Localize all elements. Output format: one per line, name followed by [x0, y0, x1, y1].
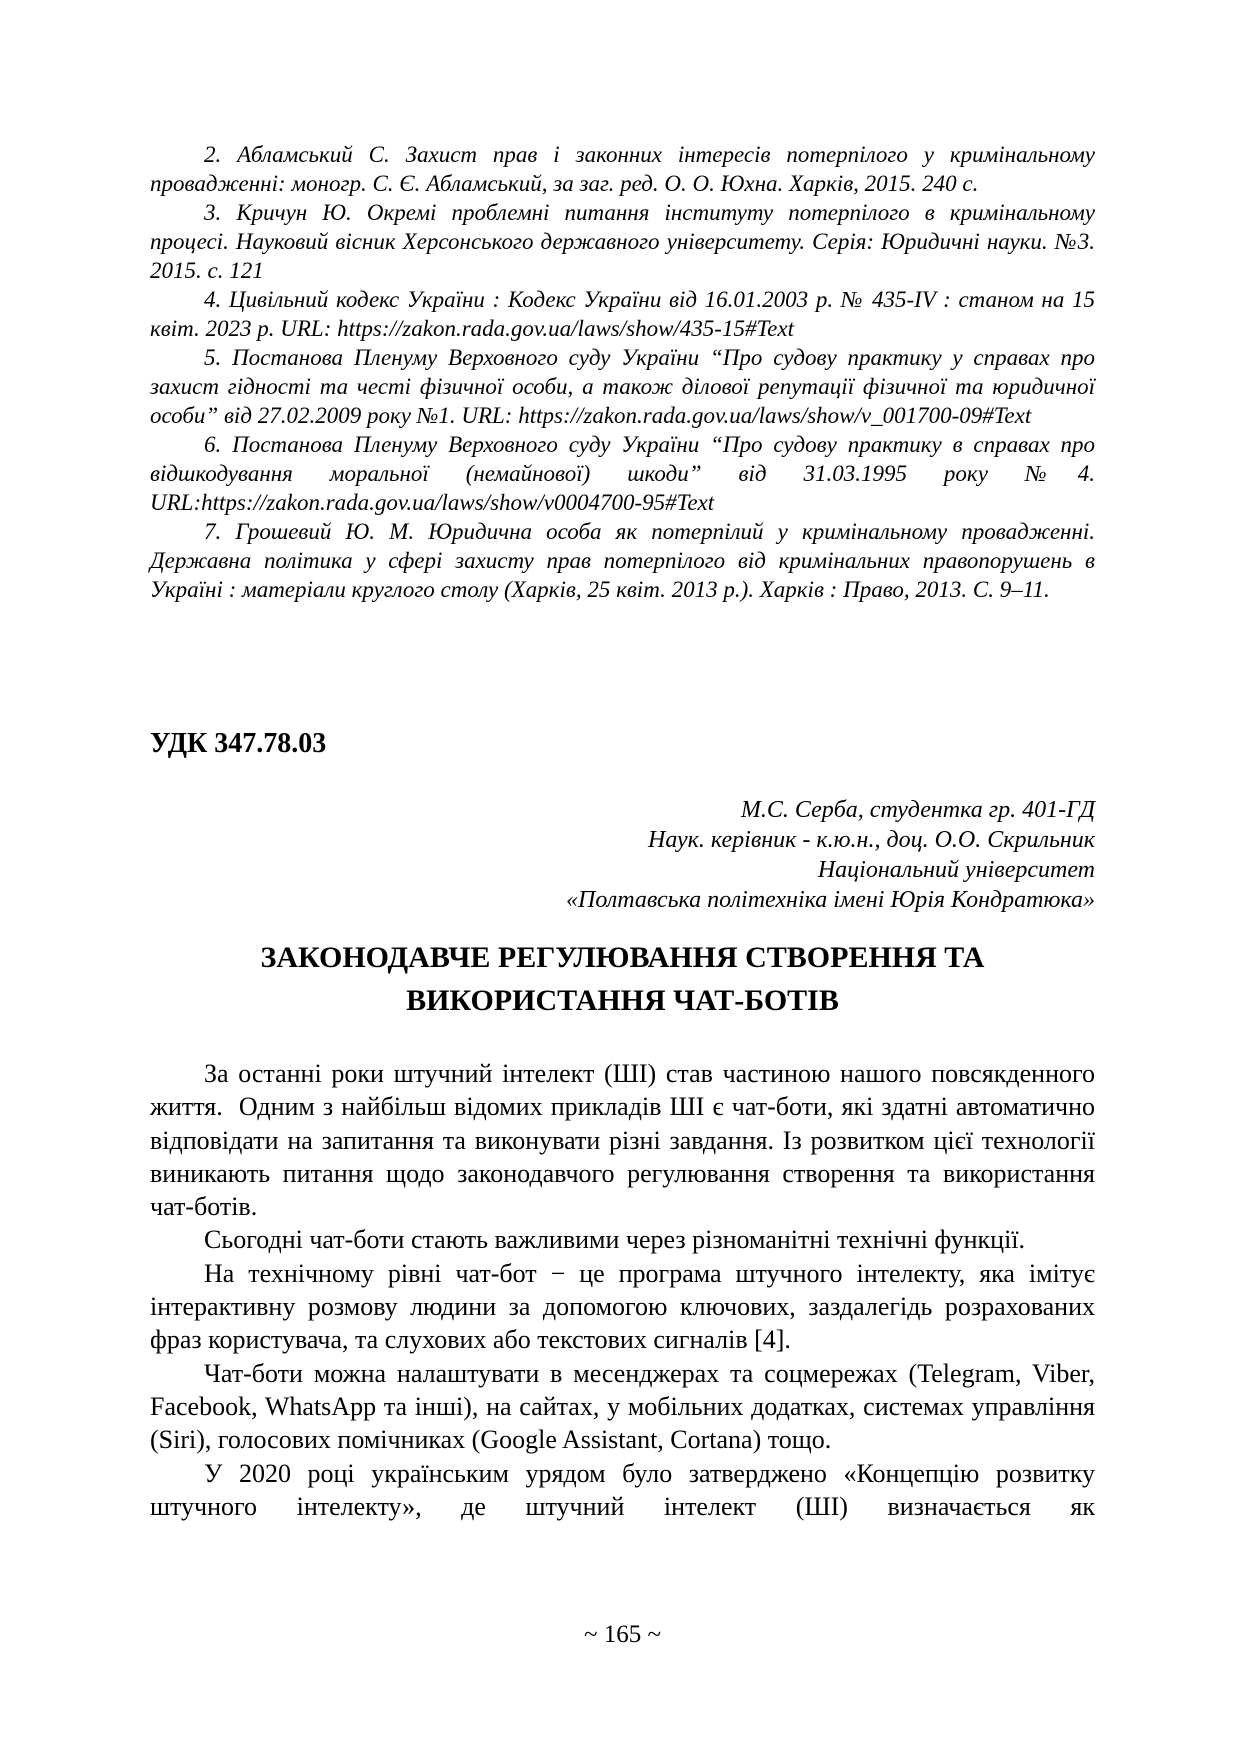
author-line: Національний університет [817, 857, 1095, 883]
references-list [150, 140, 1095, 604]
reference-item: 7. Грошевий Ю. М. Юридична особа як потерпілий у кримінальному провадженні. Державна політика у сфері захисту прав потерпілого від кримінальних правопорушень в Україні : матеріали круглого столу (Харків, 25 квіт. 2013 р.). Харків : Право, 2013. С. 9–11. [150, 519, 1095, 602]
article-title: ЗАКОНОДАВЧЕ РЕГУЛЮВАННЯ СТВОРЕННЯ ТА ВИКОРИСТАННЯ ЧАТ-БОТІВ [260, 941, 985, 1017]
reference-item: 2. Абламський С. Захист прав і законних інтересів потерпілого у кримінальному провадженні: моногр. С. Є. Абламський, за заг. ред. О. О. Юхна. Харків, 2015. 240 с. [150, 142, 1095, 196]
body-paragraph: Сьогодні чат-боти стають важливими через різноманітні технічні функції. [204, 1225, 1026, 1255]
author-line: Наук. керівник - к.ю.н., доц. О.О. Скрильник [648, 827, 1095, 853]
author-line: М.С. Серба, студентка гр. 401-ГД [740, 797, 1095, 823]
udc-label: УДК 347.78.03 [150, 728, 327, 759]
article-body [150, 1057, 1095, 1523]
reference-item: 5. Постанова Пленуму Верховного суду України “Про судову практику у справах про захист гідності та честі фізичної особи, а також ділової репутації фізичної та юридичної особи” від 27.02.2009 року №1. URL: https://zakon.rada.gov.ua/laws/show/v_001700-09#Text [150, 345, 1095, 428]
body-paragraph: У 2020 році українським урядом було затверджено «Концепцію розвитку штучного інтелекту», де штучний інтелект (ШІ) визначається як [150, 1458, 1095, 1521]
reference-item: 4. Цивільний кодекс України : Кодекс України від 16.01.2003 р. № 435-IV : станом на 15 квіт. 2023 р. URL: https://zakon.rada.gov.ua/laws/show/435-15#Text [150, 287, 1095, 341]
body-paragraph: На технічному рівні чат-бот − це програма штучного інтелекту, яка імітує інтерактивну розмову людини за допомогою ключових, заздалегідь розрахованих фраз користувача, та слухових або текстових сигналів [4]. [150, 1258, 1095, 1355]
body-paragraph: Чат-боти можна налаштувати в месенджерах та соцмережах (Telegram, Viber, Facebook, WhatsApp та інші), на сайтах, у мобільних додатках, системах управління (Siri), голосових помічниках (Google Assistant, Cortana) тощо. [150, 1358, 1095, 1455]
page-number: ~ 165 ~ [583, 1621, 662, 1648]
body-paragraph: За останні роки штучний інтелект (ШІ) став частиною нашого повсякденного життя. Одним з найбільш відомих прикладів ШІ є чат-боти, які здатні автоматично відповідати на запитання та виконувати різні завдання. Із розвитком цієї технології виникають питання щодо законодавчого регулювання створення та використання чат-ботів. [150, 1059, 1095, 1222]
author-line: «Полтавська політехніка імені Юрія Кондратюка» [566, 887, 1095, 913]
reference-item: 3. Кричун Ю. Окремі проблемні питання інституту потерпілого в кримінальному процесі. Науковий вісник Херсонського державного університету. Серія: Юридичні науки. №3. 2015. с. 121 [150, 200, 1095, 283]
reference-item: 6. Постанова Пленуму Верховного суду України “Про судову практику в справах про відшкодування моральної (немайнової) шкоди” від 31.03.1995 року №4. URL:https://zakon.rada.gov.ua/laws/show/v0004700-95#Text [150, 432, 1095, 515]
author-block [150, 795, 1095, 915]
